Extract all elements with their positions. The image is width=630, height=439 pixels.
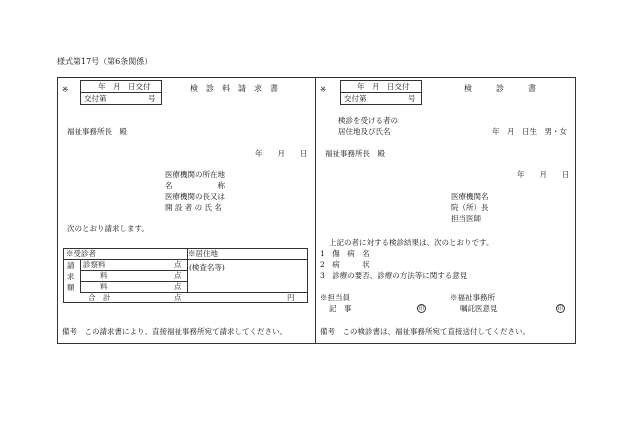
right-inst-name: 医療機関名: [451, 192, 489, 201]
right-mark: ※: [320, 85, 327, 94]
inst-head-label: 医療機関の長又は: [165, 192, 225, 201]
inst-address-label: 医療機関の所在地: [165, 170, 225, 179]
right-note: 備考 この検診書は、福祉事務所宛て直接送付してください。: [320, 327, 530, 336]
examinee-line-1: 検診を受ける者の: [338, 116, 398, 125]
office-label: ※福祉事務所: [450, 293, 495, 302]
item-1: 1 傷 病 名: [320, 249, 370, 258]
form-number: 様式第17号（第6条関係）: [57, 57, 153, 66]
exam-fee-label: 診察料: [83, 260, 106, 269]
claim-label-1: 請: [67, 261, 75, 270]
office-role: 嘱託医意見: [460, 304, 498, 313]
claim-label-2: 求: [67, 272, 75, 281]
office-seal-icon: 印: [557, 306, 564, 312]
right-date-line: 年 月 日: [517, 170, 570, 179]
right-doctor: 担当医師: [451, 214, 481, 223]
right-receipt-date: 年 月 日交付: [357, 82, 410, 91]
total-label: 合 計: [88, 293, 111, 302]
result-text: 上記の者に対する検診結果は、次のとおりです。: [329, 238, 494, 247]
item-3: 3 診療の要否、診療の方法等に関する意見: [320, 271, 468, 280]
left-note: 備考 この請求書により、直接福祉事務所宛て請求してください。: [62, 327, 287, 336]
left-mark: ※: [62, 85, 69, 94]
inst-founder-label: 開 設 者 の 氏 名: [165, 203, 222, 212]
center-divider: [315, 77, 316, 344]
point-unit-1: 点: [174, 260, 182, 269]
left-title: 検 診 料 請 求 書: [190, 84, 278, 93]
exam-items-label: (検査名等): [189, 263, 225, 272]
right-receipt-no-unit: 号: [408, 94, 416, 103]
point-unit-2: 点: [174, 271, 182, 280]
fee-label-1: 料: [100, 271, 108, 280]
birth-line: 年 月 日生 男・女: [492, 127, 567, 136]
staff-label: ※担当員: [320, 293, 350, 302]
right-inst-head: 院（所）長: [451, 203, 489, 212]
left-receipt-date: 年 月 日交付: [98, 82, 151, 91]
left-addressee: 福祉事務所長 殿: [67, 127, 127, 136]
right-addressee: 福祉事務所長 殿: [325, 149, 385, 158]
residence-label: ※居住地: [188, 249, 218, 258]
examinee-label: ※受診者: [66, 249, 96, 258]
staff-role: 記 事: [329, 304, 352, 313]
inst-name-label: 名 称: [165, 181, 225, 190]
request-text: 次のとおり請求します。: [67, 224, 149, 233]
left-receipt-no-unit: 号: [148, 94, 156, 103]
claim-label-3: 額: [67, 283, 75, 292]
right-receipt-no-label: 交付第: [344, 94, 367, 103]
point-unit-3: 点: [174, 282, 182, 291]
examinee-line-2: 居住地及び氏名: [338, 127, 391, 136]
right-title: 検 診 書: [464, 84, 536, 93]
left-date-line: 年 月 日: [255, 149, 308, 158]
fee-label-2: 料: [100, 282, 108, 291]
form-frame: [57, 77, 576, 344]
staff-seal-icon: 印: [418, 306, 425, 312]
yen-unit: 円: [287, 293, 295, 302]
item-2: 2 病 状: [320, 260, 370, 269]
left-receipt-no-label: 交付第: [84, 94, 107, 103]
point-unit-4: 点: [174, 293, 182, 302]
